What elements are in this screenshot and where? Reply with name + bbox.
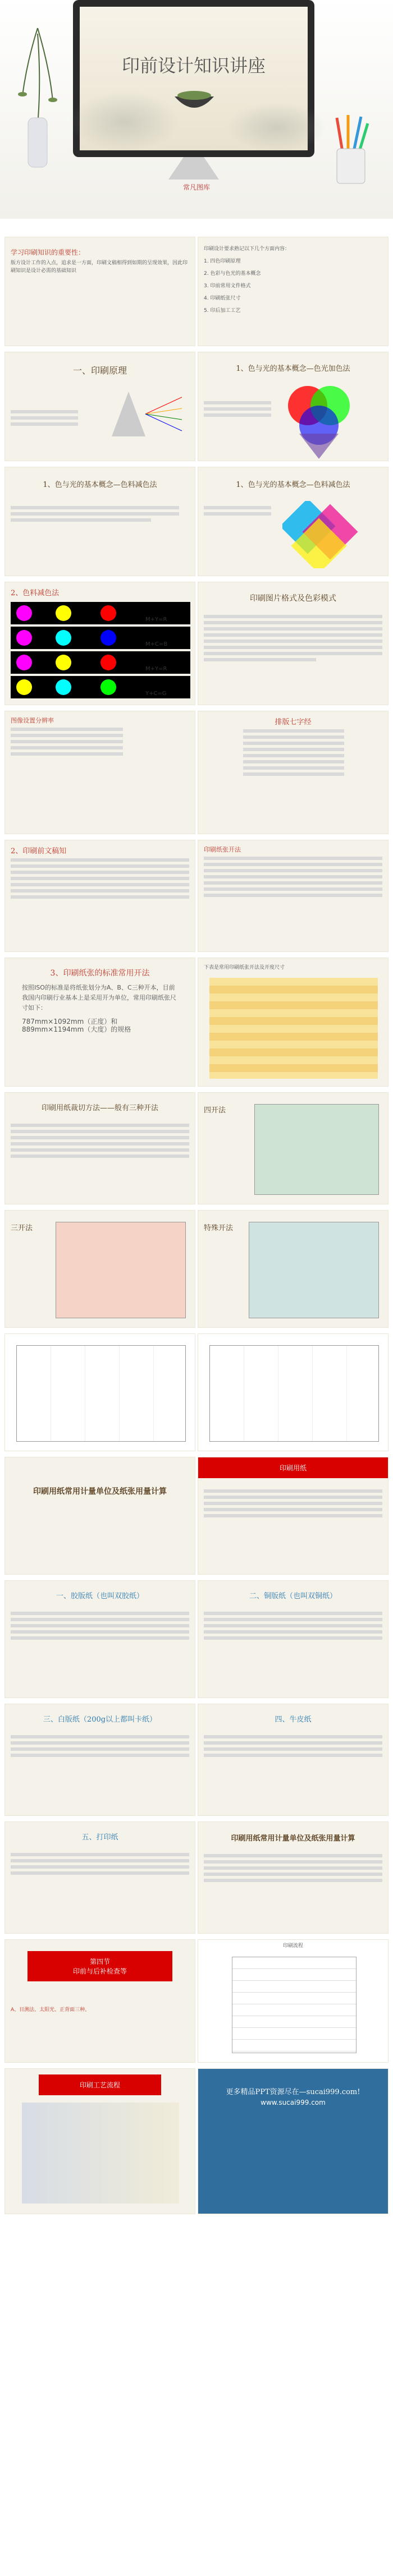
slide-image-formats [198, 582, 389, 705]
size-line-2: 889mm×1194mm（大度）的规格 [22, 1025, 131, 1033]
slide-four-fold [198, 1092, 389, 1204]
slide-kraft-paper [198, 1704, 389, 1816]
prism-diagram [106, 386, 185, 448]
fold-table-b [209, 1345, 379, 1442]
monitor-screen [80, 7, 308, 150]
slide-title: 一、印刷原理 [72, 365, 127, 376]
slide-subtractive-2 [198, 467, 389, 576]
mix-row-3: Y+C=G [145, 691, 167, 697]
slide-more-resources [198, 2068, 389, 2214]
slide-title: 一、胶版纸（也叫双胶纸） [56, 1592, 144, 1600]
slide-title: 印刷用纸 [198, 1457, 388, 1478]
slide-title: 印刷工艺流程 [39, 2074, 161, 2095]
slide-title: 3、印刷纸张的标准常用开法 [50, 969, 150, 978]
slide-title: 图像设置分辨率 [11, 717, 54, 724]
slide-section-four [4, 1939, 195, 2063]
slide-title: 2、色料减色法 [11, 589, 60, 597]
mix-row-2: M+Y=R [145, 666, 167, 672]
slide-standard-sizes [4, 958, 195, 1087]
slide-color-mixing [4, 582, 195, 705]
slide-special-fold [198, 1210, 389, 1328]
cmyk-squares-icon [282, 501, 367, 568]
special-fold-diagram [249, 1222, 379, 1318]
contents-line-4: 4. 印刷纸张尺寸 [204, 296, 241, 301]
contents-line-1: 1. 四色印刷原理 [204, 259, 241, 264]
slide-title: 印刷用纸裁切方法——般有三种开法 [41, 1104, 158, 1112]
slide-title: 2、印刷前文稿知 [11, 847, 67, 855]
slide-title: 排版七字经 [275, 718, 312, 726]
slide-craft-flow [4, 2068, 195, 2214]
mix-row-0: M+Y=R [145, 617, 167, 623]
slide-color-light-additive [198, 352, 389, 461]
slide-title: 印刷纸张开法 [204, 846, 241, 853]
slide-coated-paper [198, 1580, 389, 1698]
size-table [209, 978, 378, 1079]
slide-prepress [4, 840, 195, 952]
slide-title: 印刷流程 [282, 1943, 303, 1949]
slide-title: 四开法 [204, 1106, 226, 1115]
contents-line-2: 2. 色彩与色光的基本概念 [204, 271, 261, 277]
slide-printing-paper [198, 1457, 389, 1575]
slide-paper-folding [198, 840, 389, 952]
slide-title: 五、打印纸 [81, 1833, 118, 1842]
craft-images [22, 2103, 179, 2204]
slide-title: 1、色与光的基本概念—色料减色法 [236, 481, 350, 489]
slide-printer-paper [4, 1821, 195, 1934]
slide-paper-calc [198, 1821, 389, 1934]
monitor-stand [168, 157, 219, 180]
slide-contents [198, 237, 389, 346]
slide-text: A、目测法、太阳光、正背面三种。 [11, 2007, 90, 2013]
slide-text: 按照ISO的标准是将纸张划分为A、B、C三种开本，目前我国内印刷行业基本上是采用开为单位，常用印刷纸张尺寸如下： [22, 984, 176, 1011]
slide-title: 二、铜版纸（也叫双铜纸） [249, 1592, 337, 1600]
slide-title: 三开法 [11, 1224, 33, 1232]
slide-title: 第四节 印前与后补检查等 [28, 1951, 172, 1981]
slide-white-board [4, 1704, 195, 1816]
slide-typesetting [198, 711, 389, 834]
resource-url[interactable]: www.sucai999.com [261, 2099, 326, 2106]
slide-three-fold [4, 1210, 195, 1328]
slide-title: 印刷用纸常用计量单位及纸张用量计算 [231, 1834, 355, 1843]
slide-fold-table-a [4, 1333, 195, 1451]
slide-offset-paper [4, 1580, 195, 1698]
slide-title: 印刷用纸常用计量单位及纸张用量计算 [33, 1487, 167, 1496]
pencil-cup-icon [328, 112, 373, 185]
hero-slide [0, 0, 393, 219]
contents-line-5: 5. 印后加工工艺 [204, 308, 241, 314]
slide-title: 更多精品PPT资源尽在—sucai999.com! [226, 2088, 360, 2096]
slide-size-table [198, 958, 389, 1087]
slide-subtractive-1 [4, 467, 195, 576]
contents-line-0: 印刷设计要求熟记以下几个方面内容： [204, 246, 290, 252]
flow-diagram [232, 1957, 357, 2053]
slide-title: 四、牛皮纸 [275, 1715, 312, 1724]
four-fold-diagram [254, 1104, 379, 1195]
monitor-frame [73, 0, 314, 157]
slide-paper-units [4, 1457, 195, 1575]
slide-resolution [4, 711, 195, 834]
hero-subtitle: 常凡图库 [182, 183, 210, 191]
slide-text: 版方设计工作的入点，追求是一方面，印刷文稿相得到如期的呈现效果，因此印刷知识是设计必需的基础知识 [11, 260, 188, 274]
contents-line-3: 3. 印前常用文件格式 [204, 283, 251, 289]
slide-importance [4, 237, 195, 346]
hero-title: 印前设计知识讲座 [121, 55, 266, 76]
fold-table-a [16, 1345, 186, 1442]
hero-bowl-icon [172, 85, 217, 113]
three-fold-diagram [56, 1222, 186, 1318]
slide-title: 1、色与光的基本概念—色光加色法 [236, 365, 350, 373]
slide-title: 下表是常用印刷纸张开法及开度尺寸 [204, 965, 285, 970]
slide-three-methods [4, 1092, 195, 1204]
rgb-circles-icon [282, 380, 355, 459]
slide-printing-principle [4, 352, 195, 461]
slide-title: 1、色与光的基本概念—色料减色法 [43, 481, 157, 489]
slide-title: 特殊开法 [204, 1224, 234, 1232]
vase-plant-icon [16, 28, 60, 168]
slide-title: 印刷图片格式及色彩模式 [250, 594, 336, 603]
mix-row-1: M+C=B [145, 641, 168, 647]
slide-title: 学习印刷知识的重要性： [11, 249, 85, 256]
slide-fold-table-b [198, 1333, 389, 1451]
size-line-1: 787mm×1092mm（正度）和 [22, 1018, 118, 1025]
slide-process-flow [198, 1939, 389, 2063]
slide-title: 三、白版纸（200g以上都叫卡纸） [43, 1715, 157, 1724]
